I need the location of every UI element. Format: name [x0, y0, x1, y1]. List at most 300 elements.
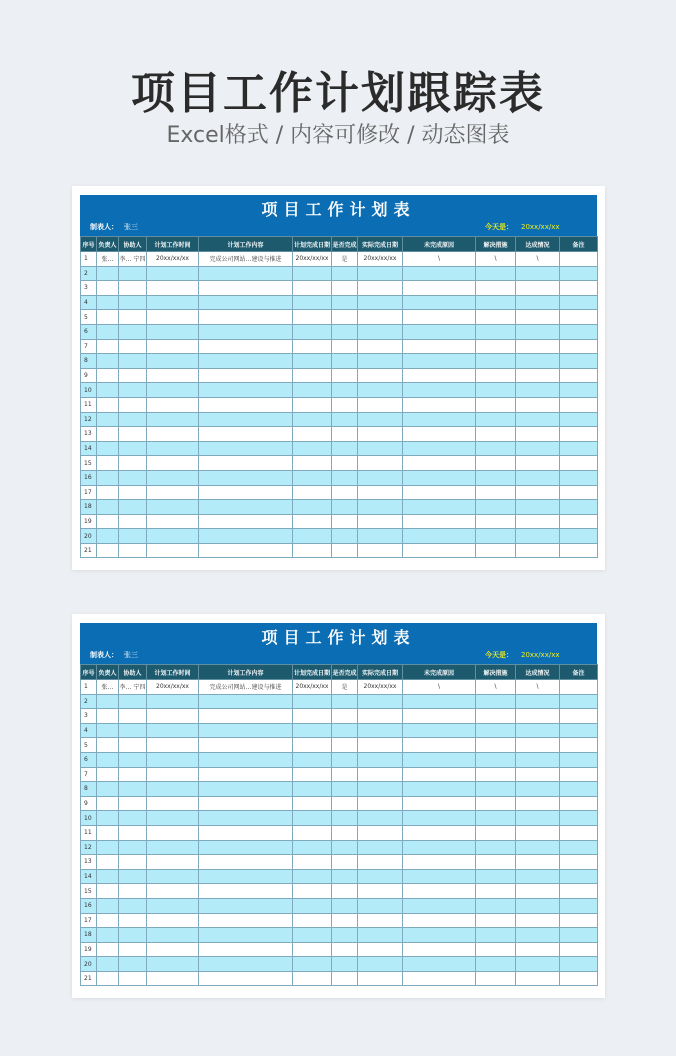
table-cell[interactable] — [147, 723, 199, 738]
table-cell[interactable] — [147, 782, 199, 797]
table-cell[interactable] — [147, 825, 199, 840]
table-cell[interactable] — [293, 368, 332, 383]
table-cell[interactable] — [199, 339, 293, 354]
table-cell[interactable] — [199, 514, 293, 529]
table-cell[interactable] — [293, 723, 332, 738]
table-cell[interactable] — [119, 397, 147, 412]
table-cell[interactable] — [560, 767, 598, 782]
table-cell[interactable]: 14 — [81, 869, 97, 884]
table-cell[interactable] — [97, 470, 119, 485]
table-cell[interactable] — [332, 782, 358, 797]
table-cell[interactable] — [119, 339, 147, 354]
table-cell[interactable]: 2 — [81, 266, 97, 281]
table-cell[interactable] — [293, 500, 332, 515]
table-cell[interactable] — [119, 427, 147, 442]
table-cell[interactable] — [403, 514, 476, 529]
table-cell[interactable] — [332, 514, 358, 529]
table-cell[interactable] — [119, 738, 147, 753]
table-cell[interactable]: 李… 宁四 — [119, 680, 147, 695]
table-cell[interactable] — [358, 295, 403, 310]
table-cell[interactable]: 1 — [81, 680, 97, 695]
table-cell[interactable] — [516, 782, 560, 797]
table-cell[interactable] — [476, 514, 516, 529]
table-cell[interactable] — [358, 825, 403, 840]
table-cell[interactable] — [97, 884, 119, 899]
table-cell[interactable] — [403, 368, 476, 383]
table-cell[interactable] — [516, 412, 560, 427]
table-cell[interactable]: 8 — [81, 354, 97, 369]
table-cell[interactable] — [516, 957, 560, 972]
table-cell[interactable] — [97, 397, 119, 412]
table-cell[interactable] — [476, 456, 516, 471]
table-cell[interactable] — [332, 368, 358, 383]
table-cell[interactable] — [332, 942, 358, 957]
table-cell[interactable] — [332, 266, 358, 281]
table-cell[interactable] — [97, 855, 119, 870]
table-cell[interactable] — [476, 441, 516, 456]
table-cell[interactable] — [358, 412, 403, 427]
table-cell[interactable] — [560, 913, 598, 928]
table-cell[interactable] — [476, 971, 516, 986]
table-cell[interactable]: 9 — [81, 368, 97, 383]
table-cell[interactable] — [147, 752, 199, 767]
table-cell[interactable] — [403, 324, 476, 339]
table-cell[interactable] — [97, 709, 119, 724]
table-cell[interactable] — [560, 543, 598, 558]
table-cell[interactable] — [332, 295, 358, 310]
table-cell[interactable] — [119, 368, 147, 383]
table-cell[interactable] — [516, 942, 560, 957]
table-cell[interactable] — [560, 971, 598, 986]
table-cell[interactable] — [476, 412, 516, 427]
table-cell[interactable] — [119, 324, 147, 339]
table-cell[interactable] — [560, 928, 598, 943]
table-cell[interactable] — [119, 514, 147, 529]
table-cell[interactable] — [199, 427, 293, 442]
table-cell[interactable] — [147, 767, 199, 782]
table-cell[interactable] — [293, 709, 332, 724]
table-cell[interactable] — [97, 767, 119, 782]
table-cell[interactable]: 12 — [81, 412, 97, 427]
table-cell[interactable] — [97, 913, 119, 928]
table-cell[interactable] — [119, 782, 147, 797]
table-cell[interactable] — [358, 266, 403, 281]
table-cell[interactable] — [199, 782, 293, 797]
table-cell[interactable] — [97, 543, 119, 558]
table-cell[interactable] — [293, 295, 332, 310]
table-cell[interactable] — [403, 928, 476, 943]
table-cell[interactable] — [358, 898, 403, 913]
table-cell[interactable] — [199, 368, 293, 383]
table-cell[interactable] — [358, 500, 403, 515]
table-cell[interactable] — [560, 266, 598, 281]
table-cell[interactable] — [403, 855, 476, 870]
table-cell[interactable] — [358, 281, 403, 296]
table-cell[interactable] — [97, 441, 119, 456]
table-cell[interactable] — [119, 295, 147, 310]
table-cell[interactable] — [358, 752, 403, 767]
table-cell[interactable] — [560, 368, 598, 383]
table-cell[interactable] — [476, 266, 516, 281]
table-cell[interactable] — [358, 782, 403, 797]
table-cell[interactable] — [516, 354, 560, 369]
table-cell[interactable] — [403, 500, 476, 515]
table-cell[interactable] — [403, 752, 476, 767]
table-cell[interactable] — [476, 368, 516, 383]
table-cell[interactable] — [147, 295, 199, 310]
table-cell[interactable]: 20xx/xx/xx — [293, 252, 332, 267]
table-cell[interactable]: 20 — [81, 529, 97, 544]
table-cell[interactable] — [147, 913, 199, 928]
table-cell[interactable] — [119, 957, 147, 972]
table-cell[interactable] — [332, 500, 358, 515]
table-cell[interactable] — [97, 456, 119, 471]
table-cell[interactable] — [516, 514, 560, 529]
table-cell[interactable] — [516, 310, 560, 325]
table-cell[interactable] — [358, 324, 403, 339]
table-cell[interactable] — [147, 456, 199, 471]
table-cell[interactable] — [97, 412, 119, 427]
table-cell[interactable] — [358, 485, 403, 500]
table-cell[interactable] — [119, 266, 147, 281]
table-cell[interactable] — [476, 397, 516, 412]
table-cell[interactable] — [403, 971, 476, 986]
table-cell[interactable] — [97, 796, 119, 811]
table-cell[interactable] — [97, 485, 119, 500]
table-cell[interactable] — [293, 354, 332, 369]
table-cell[interactable] — [119, 412, 147, 427]
table-cell[interactable] — [560, 694, 598, 709]
table-cell[interactable] — [293, 427, 332, 442]
table-cell[interactable]: 21 — [81, 543, 97, 558]
table-cell[interactable] — [293, 324, 332, 339]
table-cell[interactable] — [199, 441, 293, 456]
table-cell[interactable] — [403, 339, 476, 354]
table-cell[interactable] — [476, 869, 516, 884]
table-cell[interactable] — [293, 898, 332, 913]
table-cell[interactable] — [199, 957, 293, 972]
table-cell[interactable] — [476, 295, 516, 310]
table-cell[interactable] — [358, 397, 403, 412]
table-cell[interactable] — [560, 412, 598, 427]
table-cell[interactable] — [516, 738, 560, 753]
table-cell[interactable] — [199, 913, 293, 928]
table-cell[interactable] — [516, 694, 560, 709]
table-cell[interactable] — [476, 470, 516, 485]
table-cell[interactable] — [358, 913, 403, 928]
table-cell[interactable] — [119, 752, 147, 767]
table-cell[interactable] — [293, 884, 332, 899]
table-cell[interactable] — [560, 456, 598, 471]
table-cell[interactable] — [119, 543, 147, 558]
table-cell[interactable] — [358, 855, 403, 870]
table-cell[interactable] — [476, 913, 516, 928]
table-cell[interactable] — [403, 869, 476, 884]
table-cell[interactable] — [358, 456, 403, 471]
table-cell[interactable] — [119, 971, 147, 986]
table-cell[interactable] — [403, 266, 476, 281]
table-cell[interactable] — [358, 310, 403, 325]
table-cell[interactable] — [332, 884, 358, 899]
table-cell[interactable] — [358, 368, 403, 383]
table-cell[interactable]: 15 — [81, 884, 97, 899]
table-cell[interactable] — [97, 368, 119, 383]
table-cell[interactable]: 19 — [81, 942, 97, 957]
table-cell[interactable] — [516, 397, 560, 412]
table-cell[interactable] — [476, 825, 516, 840]
table-cell[interactable] — [199, 723, 293, 738]
table-cell[interactable] — [560, 825, 598, 840]
table-cell[interactable] — [476, 354, 516, 369]
table-cell[interactable] — [97, 738, 119, 753]
table-cell[interactable] — [147, 470, 199, 485]
table-cell[interactable] — [97, 500, 119, 515]
table-cell[interactable] — [332, 441, 358, 456]
table-cell[interactable]: 16 — [81, 898, 97, 913]
table-cell[interactable] — [119, 869, 147, 884]
table-cell[interactable] — [119, 281, 147, 296]
table-cell[interactable] — [332, 383, 358, 398]
table-cell[interactable] — [97, 281, 119, 296]
table-cell[interactable] — [293, 412, 332, 427]
table-cell[interactable]: 7 — [81, 767, 97, 782]
table-cell[interactable] — [560, 310, 598, 325]
table-cell[interactable] — [97, 752, 119, 767]
table-cell[interactable] — [332, 796, 358, 811]
table-cell[interactable] — [516, 500, 560, 515]
table-cell[interactable] — [516, 339, 560, 354]
table-cell[interactable] — [119, 855, 147, 870]
table-cell[interactable] — [293, 825, 332, 840]
table-cell[interactable]: 20xx/xx/xx — [147, 252, 199, 267]
table-cell[interactable] — [403, 709, 476, 724]
table-cell[interactable] — [476, 709, 516, 724]
table-cell[interactable] — [293, 339, 332, 354]
table-cell[interactable] — [147, 500, 199, 515]
table-cell[interactable]: 11 — [81, 825, 97, 840]
table-cell[interactable] — [119, 485, 147, 500]
table-cell[interactable] — [403, 354, 476, 369]
table-cell[interactable] — [516, 869, 560, 884]
table-cell[interactable] — [332, 928, 358, 943]
table-cell[interactable] — [293, 543, 332, 558]
table-cell[interactable] — [358, 971, 403, 986]
table-cell[interactable] — [476, 500, 516, 515]
table-cell[interactable] — [119, 928, 147, 943]
table-cell[interactable]: 3 — [81, 709, 97, 724]
table-cell[interactable] — [147, 354, 199, 369]
table-cell[interactable] — [147, 266, 199, 281]
table-cell[interactable]: 17 — [81, 913, 97, 928]
table-cell[interactable] — [293, 913, 332, 928]
table-cell[interactable] — [476, 957, 516, 972]
table-cell[interactable] — [516, 543, 560, 558]
table-cell[interactable] — [293, 266, 332, 281]
table-cell[interactable] — [560, 855, 598, 870]
table-cell[interactable] — [560, 470, 598, 485]
table-cell[interactable] — [516, 427, 560, 442]
table-cell[interactable] — [119, 694, 147, 709]
table-cell[interactable] — [119, 913, 147, 928]
table-cell[interactable] — [293, 281, 332, 296]
table-cell[interactable] — [199, 898, 293, 913]
table-cell[interactable] — [476, 339, 516, 354]
table-cell[interactable] — [516, 767, 560, 782]
table-cell[interactable]: 11 — [81, 397, 97, 412]
table-cell[interactable] — [199, 884, 293, 899]
table-cell[interactable] — [332, 738, 358, 753]
table-cell[interactable] — [332, 529, 358, 544]
table-cell[interactable] — [293, 738, 332, 753]
table-cell[interactable] — [403, 782, 476, 797]
table-cell[interactable] — [560, 709, 598, 724]
table-cell[interactable]: 张… — [97, 252, 119, 267]
table-cell[interactable] — [119, 383, 147, 398]
table-cell[interactable] — [332, 840, 358, 855]
table-cell[interactable] — [476, 543, 516, 558]
table-cell[interactable] — [293, 752, 332, 767]
table-cell[interactable] — [97, 514, 119, 529]
table-cell[interactable] — [403, 543, 476, 558]
table-cell[interactable] — [403, 738, 476, 753]
table-cell[interactable] — [403, 397, 476, 412]
table-cell[interactable] — [403, 811, 476, 826]
table-cell[interactable] — [293, 397, 332, 412]
table-cell[interactable] — [560, 485, 598, 500]
table-cell[interactable] — [119, 825, 147, 840]
table-cell[interactable] — [560, 514, 598, 529]
table-cell[interactable] — [147, 942, 199, 957]
table-cell[interactable] — [332, 913, 358, 928]
table-cell[interactable] — [476, 694, 516, 709]
table-cell[interactable] — [199, 324, 293, 339]
table-cell[interactable]: 21 — [81, 971, 97, 986]
table-cell[interactable] — [97, 354, 119, 369]
table-cell[interactable]: 16 — [81, 470, 97, 485]
table-cell[interactable] — [560, 796, 598, 811]
table-cell[interactable] — [332, 752, 358, 767]
table-cell[interactable] — [332, 412, 358, 427]
table-cell[interactable] — [332, 427, 358, 442]
table-cell[interactable] — [97, 324, 119, 339]
table-cell[interactable] — [332, 354, 358, 369]
table-cell[interactable]: 2 — [81, 694, 97, 709]
table-cell[interactable] — [403, 898, 476, 913]
table-cell[interactable] — [560, 738, 598, 753]
table-cell[interactable]: 4 — [81, 295, 97, 310]
table-cell[interactable] — [403, 383, 476, 398]
table-cell[interactable] — [199, 529, 293, 544]
table-cell[interactable] — [199, 310, 293, 325]
table-cell[interactable] — [403, 942, 476, 957]
table-cell[interactable] — [97, 825, 119, 840]
table-cell[interactable] — [97, 529, 119, 544]
table-cell[interactable] — [199, 354, 293, 369]
table-cell[interactable] — [516, 855, 560, 870]
table-cell[interactable] — [403, 840, 476, 855]
table-cell[interactable] — [476, 796, 516, 811]
table-cell[interactable] — [293, 310, 332, 325]
table-cell[interactable] — [293, 441, 332, 456]
table-cell[interactable]: 李… 宁四 — [119, 252, 147, 267]
table-cell[interactable]: 1 — [81, 252, 97, 267]
table-cell[interactable] — [332, 855, 358, 870]
table-cell[interactable] — [293, 470, 332, 485]
table-cell[interactable] — [119, 500, 147, 515]
table-cell[interactable]: 13 — [81, 427, 97, 442]
table-cell[interactable] — [147, 368, 199, 383]
table-cell[interactable] — [199, 811, 293, 826]
table-cell[interactable] — [199, 840, 293, 855]
table-cell[interactable] — [199, 694, 293, 709]
table-cell[interactable] — [119, 898, 147, 913]
table-cell[interactable] — [516, 383, 560, 398]
table-cell[interactable]: 5 — [81, 738, 97, 753]
table-cell[interactable] — [560, 869, 598, 884]
table-cell[interactable] — [199, 709, 293, 724]
table-cell[interactable] — [358, 709, 403, 724]
table-cell[interactable] — [332, 957, 358, 972]
table-cell[interactable] — [358, 942, 403, 957]
table-cell[interactable] — [560, 680, 598, 695]
table-cell[interactable] — [476, 383, 516, 398]
table-cell[interactable] — [293, 767, 332, 782]
table-cell[interactable] — [147, 514, 199, 529]
table-cell[interactable] — [293, 796, 332, 811]
table-cell[interactable] — [332, 485, 358, 500]
table-cell[interactable] — [476, 281, 516, 296]
table-cell[interactable] — [332, 543, 358, 558]
table-cell[interactable] — [293, 514, 332, 529]
table-cell[interactable] — [560, 898, 598, 913]
table-cell[interactable] — [476, 310, 516, 325]
table-cell[interactable] — [476, 723, 516, 738]
table-cell[interactable] — [119, 441, 147, 456]
table-cell[interactable] — [358, 811, 403, 826]
table-cell[interactable] — [516, 898, 560, 913]
table-cell[interactable] — [476, 884, 516, 899]
table-cell[interactable] — [560, 957, 598, 972]
table-cell[interactable] — [358, 928, 403, 943]
table-cell[interactable] — [516, 796, 560, 811]
table-cell[interactable] — [332, 971, 358, 986]
table-cell[interactable]: 12 — [81, 840, 97, 855]
table-cell[interactable] — [476, 811, 516, 826]
table-cell[interactable] — [560, 441, 598, 456]
table-cell[interactable]: \ — [476, 680, 516, 695]
table-cell[interactable] — [403, 767, 476, 782]
table-cell[interactable] — [516, 811, 560, 826]
table-cell[interactable] — [560, 397, 598, 412]
table-cell[interactable]: 是 — [332, 680, 358, 695]
table-cell[interactable] — [516, 913, 560, 928]
table-cell[interactable] — [403, 485, 476, 500]
table-cell[interactable]: 15 — [81, 456, 97, 471]
table-cell[interactable]: \ — [403, 252, 476, 267]
table-cell[interactable] — [199, 825, 293, 840]
table-cell[interactable] — [199, 752, 293, 767]
table-cell[interactable] — [97, 310, 119, 325]
table-cell[interactable]: 19 — [81, 514, 97, 529]
table-cell[interactable] — [199, 869, 293, 884]
table-cell[interactable] — [147, 412, 199, 427]
table-cell[interactable] — [119, 354, 147, 369]
table-cell[interactable] — [199, 383, 293, 398]
table-cell[interactable] — [358, 884, 403, 899]
table-cell[interactable] — [358, 339, 403, 354]
table-cell[interactable] — [403, 694, 476, 709]
table-cell[interactable] — [147, 324, 199, 339]
